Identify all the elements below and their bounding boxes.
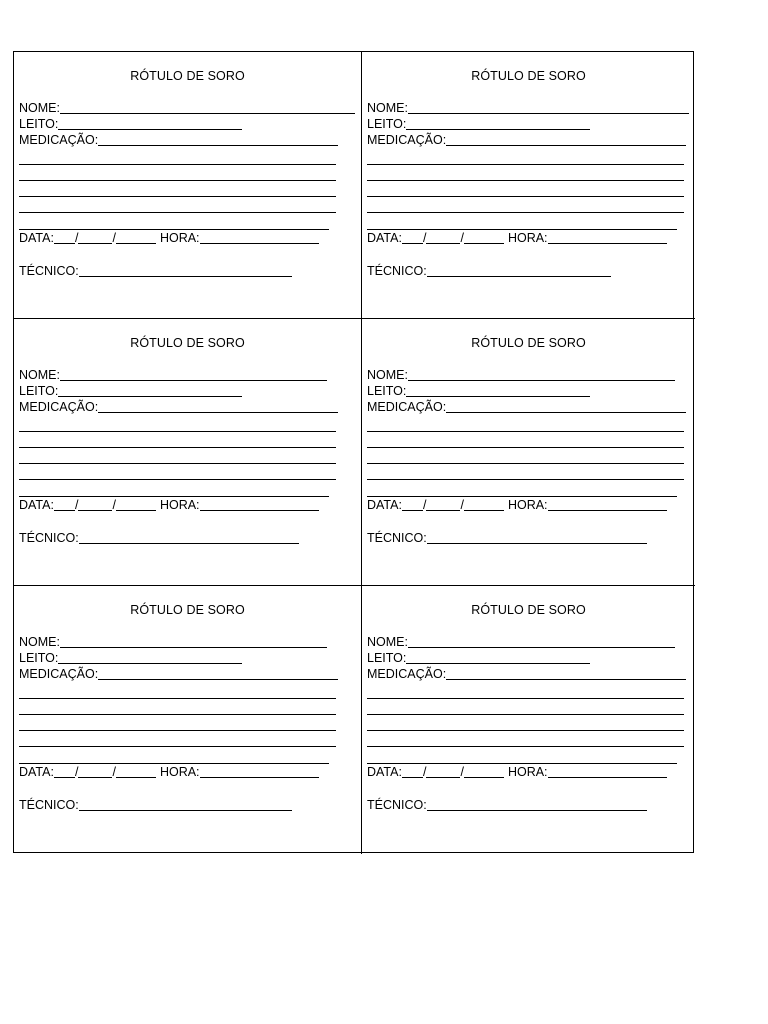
medicacao-extra-line[interactable] (367, 196, 684, 197)
medicacao-extra-line[interactable] (19, 431, 336, 432)
label-card (362, 319, 695, 586)
hora-label: HORA: (507, 765, 548, 779)
day-field[interactable] (402, 498, 423, 511)
medicacao-label: MEDICAÇÃO: (367, 133, 447, 147)
medicacao-extra-line[interactable] (19, 212, 336, 213)
label-title: RÓTULO DE SORO (130, 336, 245, 350)
medicacao-extra-line[interactable] (19, 463, 336, 464)
hora-label: HORA: (507, 231, 548, 245)
leito-field[interactable] (58, 651, 242, 664)
medicacao-extra-line[interactable] (19, 196, 336, 197)
medicacao-extra-line[interactable] (367, 698, 684, 699)
month-field[interactable] (78, 231, 112, 244)
medicacao-extra-line[interactable] (19, 479, 336, 480)
year-field[interactable] (464, 765, 504, 778)
tecnico-field[interactable] (427, 531, 647, 544)
day-field[interactable] (54, 498, 75, 511)
hora-label: HORA: (159, 498, 200, 512)
medicacao-label: MEDICAÇÃO: (367, 667, 447, 681)
tecnico-field[interactable] (427, 798, 647, 811)
leito-row (367, 117, 590, 132)
leito-field[interactable] (58, 117, 242, 130)
leito-label: LEITO: (19, 117, 59, 131)
date-separator: / (422, 765, 427, 779)
tecnico-field[interactable] (79, 531, 299, 544)
nome-row (19, 635, 327, 650)
medicacao-extra-line[interactable] (367, 164, 684, 165)
data-label: DATA: (367, 498, 402, 512)
year-field[interactable] (116, 231, 156, 244)
hora-field[interactable] (548, 231, 667, 244)
nome-label: NOME: (19, 368, 60, 382)
tecnico-field[interactable] (427, 264, 611, 277)
medicacao-row (19, 667, 338, 682)
date-separator: / (112, 498, 116, 512)
medicacao-label: MEDICAÇÃO: (19, 667, 99, 681)
medicacao-extra-line[interactable] (19, 496, 329, 497)
nome-field[interactable] (408, 368, 675, 381)
date-separator: / (112, 231, 116, 245)
medicacao-extra-line[interactable] (367, 212, 684, 213)
tecnico-row (19, 264, 292, 279)
nome-row (367, 368, 675, 383)
date-separator: / (422, 498, 427, 512)
medicacao-extra-line[interactable] (19, 164, 336, 165)
year-field[interactable] (116, 498, 156, 511)
tecnico-field[interactable] (79, 798, 292, 811)
medicacao-extra-line[interactable] (367, 229, 677, 230)
label-title: RÓTULO DE SORO (471, 69, 586, 83)
month-field[interactable] (78, 765, 112, 778)
medicacao-extra-line[interactable] (19, 447, 336, 448)
tecnico-row (367, 531, 647, 546)
nome-label: NOME: (367, 368, 408, 382)
label-sheet (13, 51, 694, 853)
tecnico-row (367, 264, 611, 279)
medicacao-row (19, 133, 338, 148)
data-hora-row (367, 498, 667, 513)
tecnico-row (19, 798, 292, 813)
nome-field[interactable] (60, 101, 355, 114)
leito-field[interactable] (406, 384, 590, 397)
month-field[interactable] (78, 498, 112, 511)
hora-field[interactable] (548, 498, 667, 511)
medicacao-extra-line[interactable] (19, 180, 336, 181)
day-field[interactable] (402, 231, 423, 244)
leito-row (19, 117, 242, 132)
medicacao-field[interactable] (446, 133, 686, 146)
medicacao-label: MEDICAÇÃO: (19, 133, 99, 147)
nome-field[interactable] (60, 368, 327, 381)
tecnico-label: TÉCNICO: (367, 264, 427, 278)
date-separator: / (460, 498, 464, 512)
nome-field[interactable] (408, 635, 675, 648)
date-separator: / (460, 231, 464, 245)
day-field[interactable] (54, 765, 75, 778)
day-field[interactable] (402, 765, 423, 778)
date-separator: / (112, 765, 116, 779)
medicacao-row (367, 667, 686, 682)
medicacao-extra-line[interactable] (19, 698, 336, 699)
medicacao-field[interactable] (98, 667, 338, 680)
leito-row (19, 384, 242, 399)
data-label: DATA: (19, 498, 54, 512)
data-hora-row (19, 231, 319, 246)
medicacao-row (19, 400, 338, 415)
label-card (362, 52, 695, 319)
leito-row (19, 651, 242, 666)
leito-field[interactable] (406, 651, 590, 664)
medicacao-label: MEDICAÇÃO: (367, 400, 447, 414)
year-field[interactable] (464, 498, 504, 511)
leito-field[interactable] (406, 117, 590, 130)
label-card (14, 52, 362, 319)
hora-field[interactable] (200, 765, 319, 778)
medicacao-extra-line[interactable] (367, 180, 684, 181)
medicacao-extra-line[interactable] (19, 730, 336, 731)
tecnico-label: TÉCNICO: (367, 798, 427, 812)
hora-label: HORA: (159, 765, 200, 779)
nome-label: NOME: (367, 635, 408, 649)
tecnico-label: TÉCNICO: (19, 264, 79, 278)
medicacao-field[interactable] (98, 400, 338, 413)
medicacao-field[interactable] (446, 400, 686, 413)
date-separator: / (74, 498, 79, 512)
hora-field[interactable] (200, 498, 319, 511)
label-title: RÓTULO DE SORO (471, 603, 586, 617)
medicacao-extra-line[interactable] (367, 447, 684, 448)
tecnico-label: TÉCNICO: (19, 798, 79, 812)
label-title: RÓTULO DE SORO (130, 603, 245, 617)
leito-label: LEITO: (367, 384, 407, 398)
medicacao-extra-line[interactable] (367, 479, 684, 480)
medicacao-extra-line[interactable] (19, 229, 329, 230)
label-title: RÓTULO DE SORO (471, 336, 586, 350)
hora-label: HORA: (159, 231, 200, 245)
medicacao-row (367, 133, 686, 148)
nome-label: NOME: (367, 101, 408, 115)
nome-row (367, 635, 675, 650)
month-field[interactable] (426, 498, 460, 511)
nome-label: NOME: (19, 635, 60, 649)
data-hora-row (19, 765, 319, 780)
nome-field[interactable] (408, 101, 689, 114)
medicacao-extra-line[interactable] (367, 714, 684, 715)
date-separator: / (422, 231, 427, 245)
medicacao-extra-line[interactable] (367, 730, 684, 731)
year-field[interactable] (464, 231, 504, 244)
data-label: DATA: (19, 765, 54, 779)
leito-label: LEITO: (19, 384, 59, 398)
medicacao-field[interactable] (98, 133, 338, 146)
leito-field[interactable] (58, 384, 242, 397)
tecnico-row (367, 798, 647, 813)
nome-label: NOME: (19, 101, 60, 115)
leito-label: LEITO: (367, 117, 407, 131)
date-separator: / (460, 765, 464, 779)
data-hora-row (19, 498, 319, 513)
leito-label: LEITO: (19, 651, 59, 665)
medicacao-extra-line[interactable] (367, 431, 684, 432)
data-hora-row (367, 231, 667, 246)
leito-row (367, 651, 590, 666)
year-field[interactable] (116, 765, 156, 778)
medicacao-field[interactable] (446, 667, 686, 680)
nome-row (367, 101, 689, 116)
label-title: RÓTULO DE SORO (130, 69, 245, 83)
leito-row (367, 384, 590, 399)
data-hora-row (367, 765, 667, 780)
nome-field[interactable] (60, 635, 327, 648)
label-card (14, 586, 362, 854)
tecnico-label: TÉCNICO: (367, 531, 427, 545)
tecnico-field[interactable] (79, 264, 292, 277)
month-field[interactable] (426, 765, 460, 778)
medicacao-label: MEDICAÇÃO: (19, 400, 99, 414)
month-field[interactable] (426, 231, 460, 244)
tecnico-row (19, 531, 299, 546)
leito-label: LEITO: (367, 651, 407, 665)
medicacao-extra-line[interactable] (367, 496, 677, 497)
tecnico-label: TÉCNICO: (19, 531, 79, 545)
nome-row (19, 368, 327, 383)
medicacao-extra-line[interactable] (19, 763, 329, 764)
label-card (362, 586, 695, 854)
date-separator: / (74, 231, 79, 245)
data-label: DATA: (19, 231, 54, 245)
hora-field[interactable] (548, 765, 667, 778)
medicacao-row (367, 400, 686, 415)
medicacao-extra-line[interactable] (367, 746, 684, 747)
date-separator: / (74, 765, 79, 779)
hora-field[interactable] (200, 231, 319, 244)
medicacao-extra-line[interactable] (367, 463, 684, 464)
medicacao-extra-line[interactable] (19, 746, 336, 747)
nome-row (19, 101, 355, 116)
label-card (14, 319, 362, 586)
data-label: DATA: (367, 231, 402, 245)
medicacao-extra-line[interactable] (367, 763, 677, 764)
day-field[interactable] (54, 231, 75, 244)
hora-label: HORA: (507, 498, 548, 512)
data-label: DATA: (367, 765, 402, 779)
medicacao-extra-line[interactable] (19, 714, 336, 715)
